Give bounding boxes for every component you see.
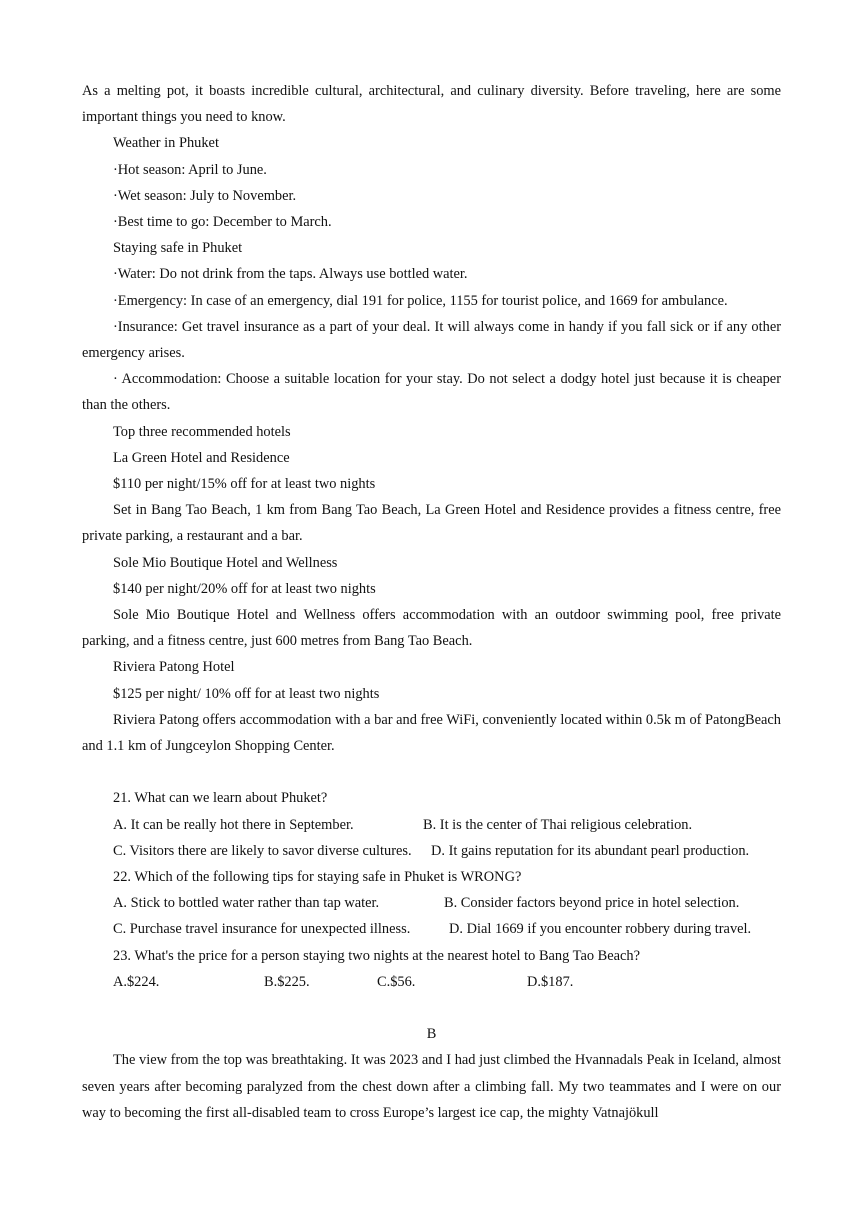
- intro-paragraph: As a melting pot, it boasts incredible cultural, architectural, and culinary diversity. Before traveling, here are some important things you need to know.: [82, 83, 781, 126]
- section-b-paragraph: The view from the top was breathtaking. It was 2023 and I had just climbed the Hvannadals Peak in Iceland, almost seven years after becoming paralyzed from the chest down after a climbing fall. My two teammates and I were on our way to becoming the first all-disabled team to cross Europe’s largest ice cap, the mighty Vatnajökull: [82, 1052, 781, 1121]
- option-d: D. It gains reputation for its abundant pearl production.: [431, 842, 750, 859]
- question-stem: 23. What's the price for a person staying two nights at the nearest hotel to Bang Tao Beach?: [113, 947, 640, 964]
- option-row: [82, 838, 781, 864]
- weather-item-best: ·Best time to go: December to March.: [113, 214, 332, 231]
- hotels-heading: Top three recommended hotels: [113, 423, 291, 440]
- option-d: D.$187.: [527, 973, 574, 990]
- option-d: D. Dial 1669 if you encounter robbery during travel.: [449, 921, 752, 938]
- question-stem: 22. Which of the following tips for staying safe in Phuket is WRONG?: [113, 869, 522, 886]
- question-stem: 21. What can we learn about Phuket?: [113, 790, 328, 807]
- safety-item-accommodation: · Accommodation: Choose a suitable location for your stay. Do not select a dodgy hotel just because it is cheaper than the others.: [82, 371, 781, 414]
- option-a: A. Stick to bottled water rather than tap water.: [113, 895, 380, 912]
- weather-item-hot: ·Hot season: April to June.: [113, 161, 267, 178]
- hotel-price: $110 per night/15% off for at least two nights: [113, 476, 376, 493]
- option-row: [82, 890, 781, 916]
- option-b: B. Consider factors beyond price in hotel selection.: [444, 895, 740, 912]
- spacer: [82, 759, 781, 785]
- option-row: [82, 916, 781, 942]
- hotel-description: Sole Mio Boutique Hotel and Wellness offers accommodation with an outdoor swimming pool, free private parking, and a fitness centre, just 600 metres from Bang Tao Beach.: [82, 607, 781, 650]
- hotel-name: Sole Mio Boutique Hotel and Wellness: [113, 554, 338, 571]
- weather-item-wet: ·Wet season: July to November.: [113, 187, 297, 204]
- spacer: [82, 995, 781, 1021]
- option-a: A.$224.: [113, 973, 160, 990]
- hotel-price: $125 per night/ 10% off for at least two nights: [113, 685, 380, 702]
- hotel-description: Riviera Patong offers accommodation with a bar and free WiFi, conveniently located within 0.5k m of PatongBeach and 1.1 km of Jungceylon Shopping Center.: [82, 711, 781, 755]
- option-row: [82, 969, 781, 995]
- hotel-name: Riviera Patong Hotel: [113, 659, 235, 676]
- weather-heading: Weather in Phuket: [113, 135, 219, 152]
- option-a: A. It can be really hot there in September.: [113, 816, 354, 833]
- safety-item-water: ·Water: Do not drink from the taps. Always use bottled water.: [113, 266, 468, 283]
- option-c: C.$56.: [377, 973, 416, 990]
- hotel-price: $140 per night/20% off for at least two nights: [113, 580, 376, 597]
- hotel-description: Set in Bang Tao Beach, 1 km from Bang Tao Beach, La Green Hotel and Residence provides a fitness centre, free private parking, a restaurant and a bar.: [82, 502, 781, 545]
- safety-heading: Staying safe in Phuket: [113, 240, 243, 257]
- option-row: [82, 812, 781, 838]
- option-c: C. Purchase travel insurance for unexpected illness.: [113, 921, 411, 938]
- hotel-name: La Green Hotel and Residence: [113, 449, 290, 466]
- safety-item-emergency: ·Emergency: In case of an emergency, dial 191 for police, 1155 for tourist police, and 1669 for ambulance.: [113, 292, 728, 309]
- document-page: [82, 78, 781, 1126]
- option-b: B.$225.: [264, 973, 310, 990]
- safety-item-insurance: ·Insurance: Get travel insurance as a part of your deal. It will always come in handy if you fall sick or if any other emergency arises.: [82, 318, 781, 362]
- option-c: C. Visitors there are likely to savor diverse cultures.: [113, 842, 412, 859]
- option-b: B. It is the center of Thai religious celebration.: [423, 816, 693, 833]
- section-letter: B: [426, 1026, 437, 1043]
